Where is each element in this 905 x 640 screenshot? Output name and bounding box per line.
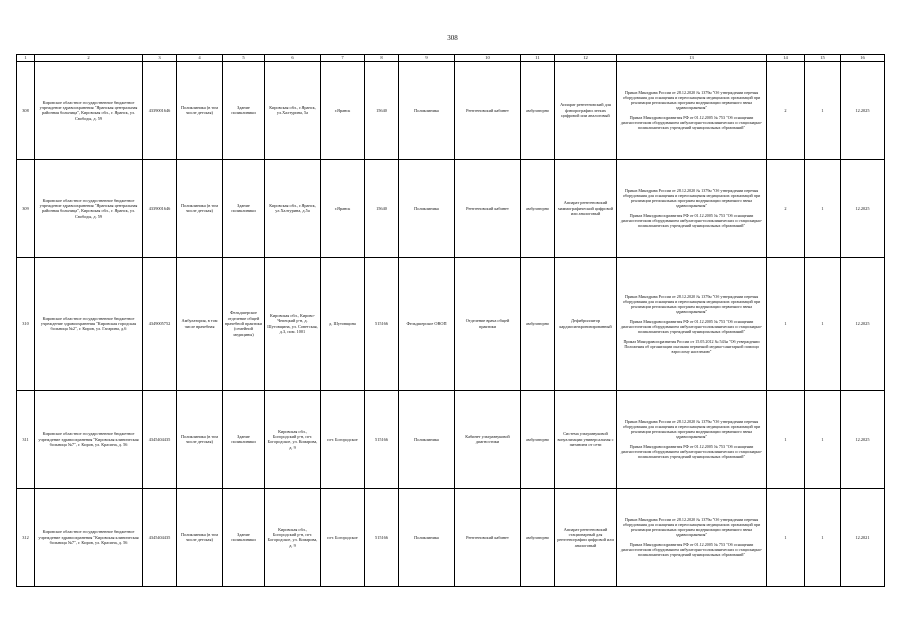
- column-15-cell: 1: [805, 488, 841, 586]
- locality-cell: г.Яранск: [321, 61, 365, 159]
- inn-cell: 4345404435: [143, 390, 177, 488]
- address-cell: Кировская обл., г.Яранск, ул.Халтурина, 5а: [265, 61, 321, 159]
- cabinet-cell: Рентгеновский кабинет: [455, 159, 521, 257]
- column-number: 7: [321, 55, 365, 62]
- row-number: 311: [17, 390, 35, 488]
- locality-cell: г.Яранск: [321, 159, 365, 257]
- table-row: [17, 488, 885, 586]
- address-cell: Кировская обл., Кирово-Чепецкий р-н, д. Шутовщина, ул. Советская, д.3, пом. 1001: [265, 257, 321, 390]
- regulation-cell: [617, 488, 767, 586]
- row-number: 309: [17, 159, 35, 257]
- unit-cell: Поликлиника: [399, 61, 455, 159]
- date-cell: 12.2025: [841, 159, 885, 257]
- building-cell: Здание поликлиники: [223, 159, 265, 257]
- subdivision-cell: Поликлиника (в том числе детская): [177, 61, 223, 159]
- building-cell: Фельдшерское отделение общей врачебной практики (семейной медицины): [223, 257, 265, 390]
- locality-cell: пгт. Богородское: [321, 390, 365, 488]
- oktmo-cell: 515166: [365, 488, 399, 586]
- care-cell: амбулаторно: [521, 390, 555, 488]
- organization-cell: Кировское областное государственное бюджетное учреждение здравоохранения "Кировская клиническая больница №7", г. Киров, ул. Красина, д. 56: [35, 488, 143, 586]
- column-number: 2: [35, 55, 143, 62]
- oktmo-cell: 515166: [365, 257, 399, 390]
- building-cell: Здание поликлиники: [223, 61, 265, 159]
- subdivision-cell: Поликлиника (в том числе детская): [177, 159, 223, 257]
- quantity-cell: 1: [767, 488, 805, 586]
- subdivision-cell: Амбулатория, в том числе врачебная: [177, 257, 223, 390]
- quantity-cell: 1: [767, 390, 805, 488]
- care-cell: амбулаторно: [521, 257, 555, 390]
- column-15-cell: 1: [805, 257, 841, 390]
- unit-cell: Поликлиника: [399, 488, 455, 586]
- quantity-cell: 2: [767, 159, 805, 257]
- regulation-cell: [617, 390, 767, 488]
- row-number: 312: [17, 488, 35, 586]
- regulation-text: Приказ Минздрава России от 28.12.2020 № 1379н "Об утверждении перечня оборудования для оснащения и переоснащения медицинских организаций при реализации региональных программ модернизации первичного звена здравоохранения": [622, 419, 761, 440]
- regulation-text: Приказ Минздравсоцразвития РФ от 01.12.2005 № 753 "Об оснащении диагностическим оборудованием амбулаторно-поликлинических и стационарно-поликлинических учреждений муниципальных образований": [620, 542, 763, 558]
- address-cell: Кировская обл., г.Яранск, ул.Халтурина, д.5а: [265, 159, 321, 257]
- regulation-text: Приказ Минздрава России от 28.12.2020 № 1379н "Об утверждении перечня оборудования для оснащения и переоснащения медицинских организаций при реализации региональных программ модернизации первичного звена здравоохранения": [622, 517, 761, 538]
- care-cell: амбулаторно: [521, 488, 555, 586]
- cabinet-cell: Кабинет ультразвуковой диагностики: [455, 390, 521, 488]
- equipment-cell: Аппарат рентгеновский маммографический цифровой или аналоговый: [555, 159, 617, 257]
- column-number-row: [17, 55, 885, 62]
- care-cell: амбулаторно: [521, 159, 555, 257]
- building-cell: Здание поликлиники: [223, 488, 265, 586]
- subdivision-cell: Поликлиника (в том числе детская): [177, 488, 223, 586]
- equipment-cell: Дефибриллятор кардиосинхронизированный: [555, 257, 617, 390]
- regulation-cell: [617, 257, 767, 390]
- locality-cell: пгт. Богородское: [321, 488, 365, 586]
- column-number: 9: [399, 55, 455, 62]
- quantity-cell: 1: [767, 257, 805, 390]
- regulation-text: Приказ Минздрава России от 28.12.2020 № 1379н "Об утверждении перечня оборудования для оснащения и переоснащения медицинских организаций при реализации региональных программ модернизации первичного звена здравоохранения": [622, 188, 761, 209]
- column-number: 6: [265, 55, 321, 62]
- address-cell: Кировская обл., Богородский р-н, пгт. Богородское, ул. Комарова, д. 9: [265, 390, 321, 488]
- quantity-cell: 2: [767, 61, 805, 159]
- column-number: 4: [177, 55, 223, 62]
- equipment-table: [16, 54, 885, 587]
- column-number: 15: [805, 55, 841, 62]
- regulation-cell: [617, 61, 767, 159]
- inn-cell: 4339001646: [143, 61, 177, 159]
- oktmo-cell: 15640: [365, 61, 399, 159]
- regulation-text: Приказ Минздравсоцразвития РФ от 01.12.2005 № 753 "Об оснащении диагностическим оборудованием амбулаторно-поликлинических и стационарно-поликлинических учреждений муниципальных образований": [620, 213, 763, 229]
- column-15-cell: 1: [805, 159, 841, 257]
- organization-cell: Кировское областное государственное бюджетное учреждение здравоохранения "Кировская клиническая больница №7", г. Киров, ул. Красина, д. 56: [35, 390, 143, 488]
- oktmo-cell: 515166: [365, 390, 399, 488]
- inn-cell: 4349005752: [143, 257, 177, 390]
- column-number: 11: [521, 55, 555, 62]
- cabinet-cell: Рентгеновский кабинет: [455, 488, 521, 586]
- equipment-cell: Аппарат рентгеновский для флюорографии легких цифровой или аналоговый: [555, 61, 617, 159]
- regulation-text: Приказ Минздравсоцразвития РФ от 01.12.2005 № 753 "Об оснащении диагностическим оборудованием амбулаторно-поликлинических и стационарно-поликлинических учреждений муниципальных образований": [620, 318, 763, 334]
- oktmo-cell: 15640: [365, 159, 399, 257]
- column-number: 1: [17, 55, 35, 62]
- regulation-text: Приказ Минздравсоцразвития РФ от 01.12.2005 № 753 "Об оснащении диагностическим оборудованием амбулаторно-поликлинических и стационарно-поликлинических учреждений муниципальных образований": [620, 444, 763, 460]
- organization-cell: Кировское областное государственное бюджетное учреждение здравоохранения "Кировская городская больница №2", г. Киров, ул. Гагарина, д.6: [35, 257, 143, 390]
- row-number: 308: [17, 61, 35, 159]
- organization-cell: Кировское областное государственное бюджетное учреждение здравоохранения "Яранская центральная районная больница", Кировская обл., г. Яранск, ул. Свободы, д. 59: [35, 159, 143, 257]
- column-number: 14: [767, 55, 805, 62]
- column-15-cell: 1: [805, 390, 841, 488]
- unit-cell: Поликлиника: [399, 390, 455, 488]
- column-number: 12: [555, 55, 617, 62]
- date-cell: 12.2021: [841, 488, 885, 586]
- column-number: 8: [365, 55, 399, 62]
- cabinet-cell: Отделение врача общей практики: [455, 257, 521, 390]
- care-cell: амбулаторно: [521, 61, 555, 159]
- equipment-cell: Система ультразвуковой визуализации универсальная с питанием от сети: [555, 390, 617, 488]
- regulation-text: Приказ Минздравсоцразвития России от 15.05.2012 № 543н "Об утверждении Положения об организации оказания первичной медико-санитарной помощи взрослому населению": [623, 338, 760, 354]
- date-cell: 12.2025: [841, 257, 885, 390]
- regulation-text: Приказ Минздрава России от 28.12.2020 № 1379н "Об утверждении перечня оборудования для оснащения и переоснащения медицинских организаций при реализации региональных программ модернизации первичного звена здравоохранения": [622, 293, 761, 314]
- date-cell: 12.2025: [841, 390, 885, 488]
- table-row: [17, 257, 885, 390]
- column-number: 5: [223, 55, 265, 62]
- inn-cell: 4339001646: [143, 159, 177, 257]
- organization-cell: Кировское областное государственное бюджетное учреждение здравоохранения "Яранская центральная районная больница", Кировская обл., г. Яранск, ул. Свободы, д. 59: [35, 61, 143, 159]
- address-cell: Кировская обл., Богородский р-н, пгт. Богородское, ул. Комарова, д. 9: [265, 488, 321, 586]
- column-number: 13: [617, 55, 767, 62]
- building-cell: Здание поликлиники: [223, 390, 265, 488]
- locality-cell: д. Шутовщина: [321, 257, 365, 390]
- page-number: 308: [447, 34, 458, 42]
- unit-cell: Фельдшерское ОВОП: [399, 257, 455, 390]
- inn-cell: 4345404435: [143, 488, 177, 586]
- table-row: [17, 159, 885, 257]
- unit-cell: Поликлиника: [399, 159, 455, 257]
- column-15-cell: 1: [805, 61, 841, 159]
- date-cell: 12.2025: [841, 61, 885, 159]
- cabinet-cell: Рентгеновский кабинет: [455, 61, 521, 159]
- column-number: 16: [841, 55, 885, 62]
- column-number: 3: [143, 55, 177, 62]
- table-row: [17, 61, 885, 159]
- regulation-text: Приказ Минздрава России от 28.12.2020 № 1379н "Об утверждении перечня оборудования для оснащения и переоснащения медицинских организаций при реализации региональных программ модернизации первичного звена здравоохранения": [622, 90, 761, 111]
- column-number: 10: [455, 55, 521, 62]
- row-number: 310: [17, 257, 35, 390]
- subdivision-cell: Поликлиника (в том числе детская): [177, 390, 223, 488]
- regulation-text: Приказ Минздравсоцразвития РФ от 01.12.2005 № 753 "Об оснащении диагностическим оборудованием амбулаторно-поликлинических и стационарно-поликлинических учреждений муниципальных образований": [620, 115, 763, 131]
- equipment-cell: Аппарат рентгеновский стационарный для рентгенографии цифровой или аналоговый: [555, 488, 617, 586]
- regulation-cell: [617, 159, 767, 257]
- table-row: [17, 390, 885, 488]
